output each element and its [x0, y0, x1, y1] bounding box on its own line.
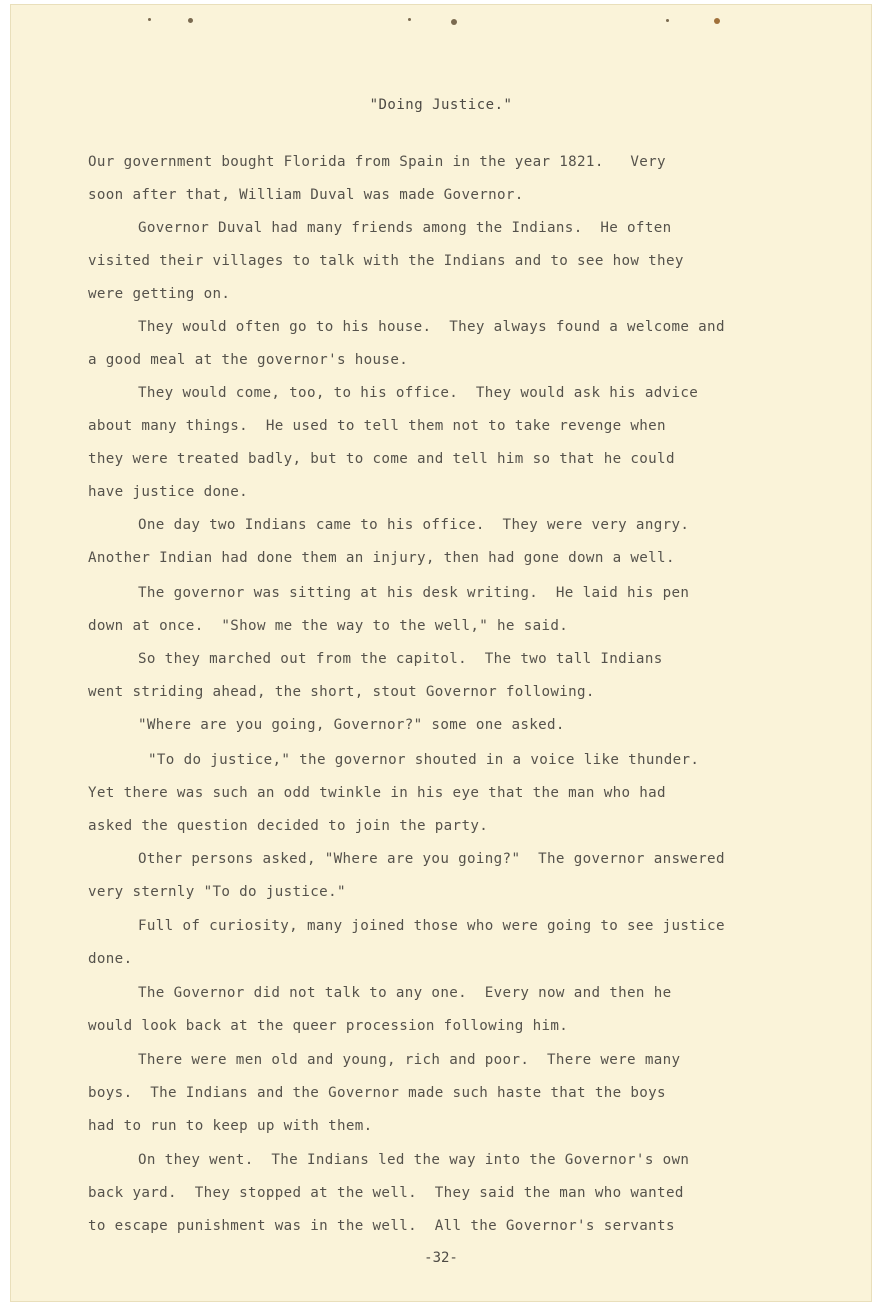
text-line: There were men old and young, rich and poor. There were many: [138, 1052, 681, 1068]
text-line: The Governor did not talk to any one. Every now and then he: [138, 985, 672, 1001]
text-line: asked the question decided to join the party.: [88, 818, 489, 834]
text-line: done.: [88, 951, 133, 967]
text-line: back yard. They stopped at the well. They said the man who wanted: [88, 1185, 684, 1201]
punch-hole-mark: [188, 18, 193, 23]
text-line: soon after that, William Duval was made Governor.: [88, 187, 524, 203]
text-line: They would often go to his house. They always found a welcome and: [138, 319, 725, 335]
punch-hole-mark: [148, 18, 151, 21]
text-line: Yet there was such an odd twinkle in his eye that the man who had: [88, 785, 666, 801]
punch-hole-mark: [714, 18, 720, 24]
text-line: Another Indian had done them an injury, then had gone down a well.: [88, 550, 675, 566]
text-line: a good meal at the governor's house.: [88, 352, 409, 368]
punch-hole-mark: [451, 19, 457, 25]
punch-hole-mark: [408, 18, 411, 21]
text-line: visited their villages to talk with the Indians and to see how they: [88, 253, 684, 269]
text-line: The governor was sitting at his desk writing. He laid his pen: [138, 585, 690, 601]
text-line: they were treated badly, but to come and tell him so that he could: [88, 451, 675, 467]
text-line: On they went. The Indians led the way into the Governor's own: [138, 1152, 690, 1168]
text-line: very sternly "To do justice.": [88, 884, 346, 900]
text-line: about many things. He used to tell them not to take revenge when: [88, 418, 666, 434]
text-line: had to run to keep up with them.: [88, 1118, 373, 1134]
text-line: down at once. "Show me the way to the well," he said.: [88, 618, 569, 634]
text-line: Our government bought Florida from Spain in the year 1821. Very: [88, 154, 666, 170]
page-number: -32-: [424, 1250, 458, 1266]
text-line: They would come, too, to his office. They would ask his advice: [138, 385, 699, 401]
text-line: So they marched out from the capitol. The two tall Indians: [138, 651, 663, 667]
text-line: "To do justice," the governor shouted in a voice like thunder.: [148, 752, 700, 768]
text-line: boys. The Indians and the Governor made such haste that the boys: [88, 1085, 666, 1101]
text-line: Governor Duval had many friends among the Indians. He often: [138, 220, 672, 236]
text-line: Full of curiosity, many joined those who were going to see justice: [138, 918, 725, 934]
text-line: would look back at the queer procession following him.: [88, 1018, 569, 1034]
text-line: were getting on.: [88, 286, 231, 302]
text-line: Other persons asked, "Where are you going?" The governor answered: [138, 851, 725, 867]
text-line: have justice done.: [88, 484, 249, 500]
page-title: "Doing Justice.": [369, 97, 513, 113]
text-line: to escape punishment was in the well. All the Governor's servants: [88, 1218, 675, 1234]
punch-hole-mark: [666, 19, 669, 22]
document-page: [10, 4, 872, 1302]
text-line: went striding ahead, the short, stout Governor following.: [88, 684, 595, 700]
text-line: "Where are you going, Governor?" some one asked.: [138, 717, 565, 733]
text-line: One day two Indians came to his office. They were very angry.: [138, 517, 690, 533]
